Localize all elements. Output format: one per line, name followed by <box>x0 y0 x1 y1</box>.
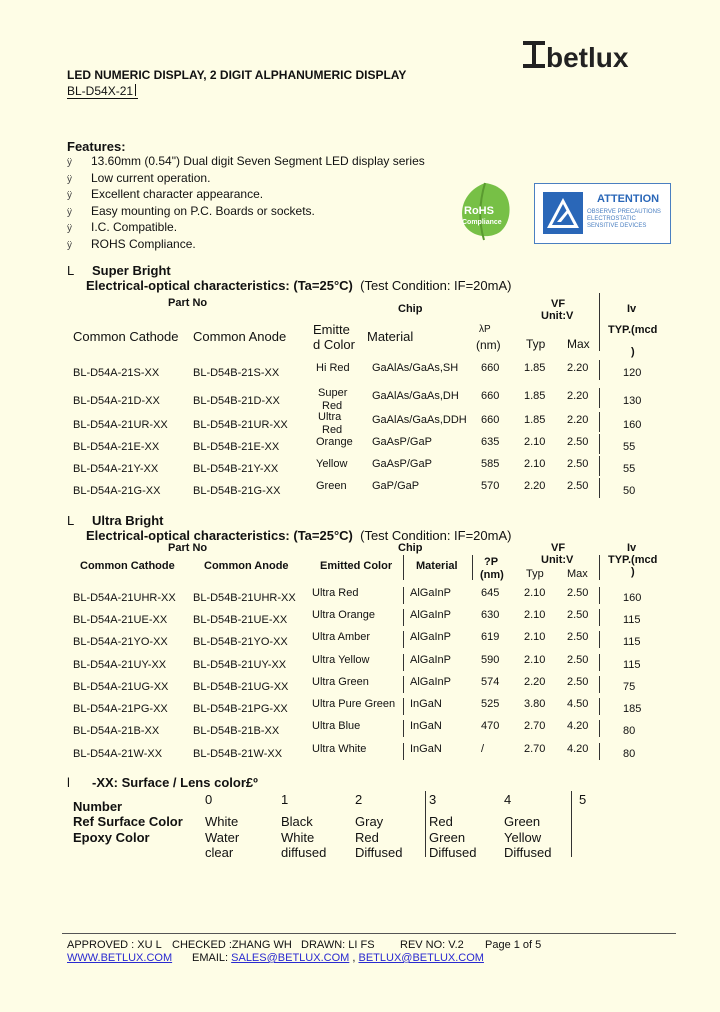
anode-part: BL-D54B-21UHR-XX <box>193 592 296 604</box>
epoxy-color: Diffused <box>429 845 477 860</box>
vf-typ: 2.20 <box>524 676 546 688</box>
vf-typ: 2.20 <box>524 480 546 492</box>
chip-material: GaAlAs/GaAs,DDH <box>372 414 467 426</box>
header-unit: Unit:V <box>541 310 574 322</box>
vf-max: 2.20 <box>567 362 589 374</box>
iv-typ: 80 <box>623 748 636 760</box>
feature-text: Excellent character appearance. <box>91 187 264 202</box>
divider <box>599 587 600 604</box>
esd-attention-box <box>534 183 671 244</box>
header-vf: VF <box>551 298 566 310</box>
header-typ: Typ <box>526 568 544 580</box>
header-nm: (nm) <box>480 569 504 581</box>
cathode-part: BL-D54A-21UR-XX <box>73 419 168 431</box>
vf-typ: 2.10 <box>524 458 546 470</box>
divider <box>599 360 600 380</box>
divider <box>599 293 600 351</box>
emitted-color: Ultra Pure Green <box>312 698 396 710</box>
cathode-part: BL-D54A-21S-XX <box>73 367 160 379</box>
wavelength: 660 <box>481 414 500 426</box>
header-emitted-color: Emitted Color <box>320 560 393 572</box>
epoxy-color: clear <box>205 845 234 860</box>
vf-max: 2.50 <box>567 609 589 621</box>
divider <box>403 609 404 626</box>
compliance-text: Compliance <box>462 219 502 226</box>
iv-typ: 115 <box>623 659 641 671</box>
feature-text: ROHS Compliance. <box>91 236 196 251</box>
cathode-part: BL-D54A-21E-XX <box>73 441 160 453</box>
emitted-color: Hi Red <box>316 362 350 374</box>
section-marker: L <box>67 263 75 278</box>
header-common-cathode: Common Cathode <box>73 329 179 344</box>
bullet-icon: ÿ <box>67 223 72 235</box>
cathode-part: BL-D54A-21UG-XX <box>73 681 169 693</box>
vf-max: 4.20 <box>567 720 589 732</box>
cathode-part: BL-D54A-21B-XX <box>73 725 160 737</box>
anode-part: BL-D54B-21B-XX <box>193 725 280 737</box>
divider <box>599 478 600 498</box>
header-material: Material <box>367 329 414 344</box>
header-common-anode: Common Anode <box>193 329 287 344</box>
wavelength: 470 <box>481 720 500 732</box>
chip-material: GaP/GaP <box>372 480 420 492</box>
vf-max: 2.50 <box>567 458 589 470</box>
chip-material: AlGaInP <box>410 676 451 688</box>
divider <box>403 587 404 604</box>
cathode-part: BL-D54A-21YO-XX <box>73 636 168 648</box>
divider <box>571 791 572 857</box>
vf-max: 2.20 <box>567 414 589 426</box>
attention-line: ELECTROSTATIC <box>587 216 636 222</box>
chip-material: AlGaInP <box>410 654 451 666</box>
iv-typ: 130 <box>623 395 642 407</box>
logo-wordmark: betlux <box>546 42 629 70</box>
vf-max: 2.50 <box>567 480 589 492</box>
features-list <box>67 154 425 254</box>
cathode-part: BL-D54A-21UHR-XX <box>73 592 176 604</box>
attention-line: OBSERVE PRECAUTIONS <box>587 209 661 215</box>
footer-approved: APPROVED : XU L <box>67 939 162 951</box>
iv-typ: 115 <box>623 614 641 626</box>
header-iv: Iv <box>627 542 637 554</box>
vf-max: 4.20 <box>567 743 589 755</box>
anode-part: BL-D54B-21UE-XX <box>193 614 288 626</box>
header-max: Max <box>567 337 590 351</box>
header-typ-mcd: TYP.(mcd <box>608 554 658 566</box>
anode-part: BL-D54B-21PG-XX <box>193 703 288 715</box>
chip-material: GaAsP/GaP <box>372 458 432 470</box>
anode-part: BL-D54B-21S-XX <box>193 367 280 379</box>
divider <box>599 720 600 737</box>
chip-material: InGaN <box>410 743 442 755</box>
wavelength: 585 <box>481 458 500 470</box>
epoxy-color: Green <box>429 830 466 845</box>
header-chip: Chip <box>398 303 423 315</box>
part-number: BL-D54X-21 <box>67 84 138 99</box>
wavelength: 635 <box>481 436 500 448</box>
vf-typ: 3.80 <box>524 698 546 710</box>
header-chip: Chip <box>398 542 423 554</box>
anode-part: BL-D54B-21D-XX <box>193 395 280 407</box>
wavelength: 630 <box>481 609 500 621</box>
cathode-part: BL-D54A-21W-XX <box>73 748 163 760</box>
feature-text: 13.60mm (0.54") Dual digit Seven Segment LED display series <box>91 154 425 168</box>
chip-material: AlGaInP <box>410 631 451 643</box>
header-emitted: Emitte <box>313 322 350 337</box>
lens-number: 5 <box>579 792 587 807</box>
wavelength: 645 <box>481 587 500 599</box>
feature-text: Low current operation. <box>91 170 211 185</box>
divider <box>599 555 600 580</box>
cathode-part: BL-D54A-21UE-XX <box>73 614 168 626</box>
divider <box>599 743 600 760</box>
surface-color: Gray <box>355 814 384 829</box>
header-nm: (nm) <box>476 338 501 352</box>
header-common-cathode: Common Cathode <box>80 560 175 572</box>
wavelength: 660 <box>481 362 500 374</box>
chip-material: InGaN <box>410 698 442 710</box>
header-part-no: Part No <box>168 297 208 309</box>
feature-item <box>67 154 425 171</box>
vf-typ: 1.85 <box>524 362 546 374</box>
lens-number: 2 <box>355 792 363 807</box>
wavelength: / <box>481 743 485 755</box>
anode-part: BL-D54B-21YO-XX <box>193 636 288 648</box>
anode-part: BL-D54B-21Y-XX <box>193 463 279 475</box>
footer-drawn: DRAWN: LI FS <box>301 939 375 951</box>
chip-material: InGaN <box>410 720 442 732</box>
divider <box>599 412 600 432</box>
footer-checked: CHECKED :ZHANG WH <box>172 939 292 951</box>
wavelength: 570 <box>481 480 500 492</box>
emitted-color: Red <box>322 400 343 412</box>
bullet-icon: ÿ <box>67 206 72 218</box>
wavelength: 619 <box>481 631 500 643</box>
header-typ: Typ <box>526 337 546 351</box>
features-heading: Features: <box>67 139 126 154</box>
ultra-bright-subtitle: Electrical-optical characteristics: (Ta=25°C) (Test Condition: IF=20mA) <box>86 528 512 543</box>
divider <box>425 791 426 857</box>
vf-typ: 2.70 <box>524 720 546 732</box>
cathode-part: BL-D54A-21PG-XX <box>73 703 168 715</box>
divider <box>599 388 600 408</box>
header-iv: Iv <box>627 303 637 315</box>
divider <box>599 698 600 715</box>
bullet-icon: ÿ <box>67 190 72 202</box>
vf-typ: 1.85 <box>524 390 546 402</box>
surface-color: Green <box>504 814 541 829</box>
esd-warning-icon <box>543 192 583 234</box>
rohs-badge <box>454 180 516 242</box>
lens-number: 1 <box>281 792 289 807</box>
vf-max: 2.50 <box>567 676 589 688</box>
lens-label-surface: Ref Surface Color <box>73 814 183 829</box>
vf-max: 2.50 <box>567 436 589 448</box>
bullet-icon: ÿ <box>67 173 72 185</box>
cathode-part: BL-D54A-21D-XX <box>73 395 160 407</box>
wavelength: 574 <box>481 676 500 688</box>
emitted-color: Green <box>316 480 347 492</box>
iv-typ: 185 <box>623 703 642 715</box>
section-marker: l <box>67 775 70 790</box>
header-vf: VF <box>551 542 566 554</box>
anode-part: BL-D54B-21W-XX <box>193 748 283 760</box>
header-common-anode: Common Anode <box>204 560 289 572</box>
iv-typ: 160 <box>623 592 642 604</box>
divider <box>403 654 404 671</box>
header-material: Material <box>416 560 458 572</box>
feature-item <box>67 220 425 237</box>
emitted-color: Red <box>322 424 343 436</box>
feature-item <box>67 187 425 204</box>
lens-number: 4 <box>504 792 512 807</box>
vf-max: 2.50 <box>567 587 589 599</box>
divider <box>599 631 600 648</box>
divider <box>599 456 600 476</box>
divider <box>403 631 404 648</box>
emitted-color: Yellow <box>316 458 348 470</box>
emitted-color: Ultra Yellow <box>312 654 370 666</box>
footer-page: Page 1 of 5 <box>485 939 542 951</box>
emitted-color: Ultra Orange <box>312 609 375 621</box>
email-link-betlux[interactable]: BETLUX@BETLUX.COM <box>358 952 484 964</box>
divider <box>403 698 404 715</box>
email-link-sales[interactable]: SALES@BETLUX.COM <box>231 952 350 964</box>
emitted-color: Orange <box>316 436 353 448</box>
emitted-color: Ultra Green <box>312 676 369 688</box>
feature-item <box>67 171 425 188</box>
emitted-color: Ultra White <box>312 743 367 755</box>
epoxy-color: Diffused <box>355 845 403 860</box>
lens-label-number: Number <box>73 799 123 814</box>
epoxy-color: White <box>281 830 315 845</box>
emitted-color: Super <box>318 387 348 399</box>
chip-material: AlGaInP <box>410 609 451 621</box>
iv-typ: 50 <box>623 485 636 497</box>
vf-typ: 2.10 <box>524 436 546 448</box>
wavelength: 590 <box>481 654 500 666</box>
divider <box>403 555 404 580</box>
divider <box>472 555 473 580</box>
feature-text: I.C. Compatible. <box>91 220 178 235</box>
chip-material: GaAlAs/GaAs,DH <box>372 390 459 402</box>
bullet-icon: ÿ <box>67 157 72 168</box>
epoxy-color: Diffused <box>504 845 552 860</box>
lens-title: -XX: Surface / Lens color£º <box>92 775 258 790</box>
vf-typ: 2.10 <box>524 654 546 666</box>
epoxy-color: Yellow <box>504 830 542 845</box>
vf-typ: 2.70 <box>524 743 546 755</box>
lens-label-epoxy: Epoxy Color <box>73 830 150 845</box>
divider <box>599 434 600 454</box>
vf-max: 4.50 <box>567 698 589 710</box>
surface-color: Black <box>281 814 313 829</box>
anode-part: BL-D54B-21UG-XX <box>193 681 289 693</box>
header-lambda: λP <box>479 324 491 335</box>
iv-typ: 120 <box>623 367 642 379</box>
wavelength: 660 <box>481 390 500 402</box>
lens-number: 3 <box>429 792 437 807</box>
rohs-text: RoHS <box>464 205 494 217</box>
divider <box>599 609 600 626</box>
header-part-no: Part No <box>168 542 208 554</box>
iv-typ: 80 <box>623 725 636 737</box>
header-max: Max <box>567 568 588 580</box>
feature-item <box>67 237 425 254</box>
surface-color: White <box>205 814 239 829</box>
super-bright-title: Super Bright <box>92 263 171 278</box>
vf-max: 2.50 <box>567 631 589 643</box>
footer-email: EMAIL: SALES@BETLUX.COM , BETLUX@BETLUX.COM <box>192 952 484 964</box>
header-unit: Unit:V <box>541 554 574 566</box>
vf-typ: 2.10 <box>524 587 546 599</box>
anode-part: BL-D54B-21E-XX <box>193 441 280 453</box>
header-lambda: ?P <box>484 556 499 568</box>
cathode-part: BL-D54A-21G-XX <box>73 485 161 497</box>
footer-rev: REV NO: V.2 <box>400 939 464 951</box>
lens-number: 0 <box>205 792 213 807</box>
iv-typ: 160 <box>623 419 642 431</box>
cathode-part: BL-D54A-21UY-XX <box>73 659 167 671</box>
header-paren: ) <box>631 346 635 358</box>
vf-max: 2.50 <box>567 654 589 666</box>
iv-typ: 55 <box>623 441 636 453</box>
iv-typ: 115 <box>623 636 641 648</box>
ultra-bright-title: Ultra Bright <box>92 513 164 528</box>
header-emitted: d Color <box>313 337 355 352</box>
super-bright-subtitle: Electrical-optical characteristics: (Ta=25°C) (Test Condition: IF=20mA) <box>86 278 512 293</box>
chip-material: AlGaInP <box>410 587 451 599</box>
divider <box>599 654 600 671</box>
vf-max: 2.20 <box>567 390 589 402</box>
anode-part: BL-D54B-21UY-XX <box>193 659 287 671</box>
attention-title: ATTENTION <box>597 193 660 205</box>
surface-color: Red <box>429 814 453 829</box>
emitted-color: Ultra Red <box>312 587 359 599</box>
epoxy-color: Water <box>205 830 240 845</box>
feature-item <box>67 204 425 221</box>
attention-line: SENSITIVE DEVICES <box>587 223 647 229</box>
chip-material: GaAlAs/GaAs,SH <box>372 362 459 374</box>
wavelength: 525 <box>481 698 500 710</box>
cathode-part: BL-D54A-21Y-XX <box>73 463 159 475</box>
divider <box>403 720 404 737</box>
footer-divider <box>62 933 676 934</box>
divider <box>403 743 404 760</box>
anode-part: BL-D54B-21UR-XX <box>193 419 288 431</box>
vf-typ: 2.10 <box>524 631 546 643</box>
emitted-color: Ultra <box>318 411 342 423</box>
epoxy-color: Red <box>355 830 379 845</box>
bullet-icon: ÿ <box>67 239 72 251</box>
header-typ-mcd: TYP.(mcd <box>608 324 658 336</box>
document-title: LED NUMERIC DISPLAY, 2 DIGIT ALPHANUMERIC DISPLAY <box>67 68 407 82</box>
chip-material: GaAsP/GaP <box>372 436 432 448</box>
vf-typ: 2.10 <box>524 609 546 621</box>
iv-typ: 55 <box>623 463 636 475</box>
vf-typ: 1.85 <box>524 414 546 426</box>
feature-text: Easy mounting on P.C. Boards or sockets. <box>91 203 315 218</box>
emitted-color: Ultra Amber <box>312 631 371 643</box>
divider <box>599 676 600 693</box>
section-marker: L <box>67 513 75 528</box>
epoxy-color: diffused <box>281 845 327 860</box>
divider <box>403 676 404 693</box>
header-paren: ) <box>631 566 635 578</box>
iv-typ: 75 <box>623 681 636 693</box>
website-link[interactable]: WWW.BETLUX.COM <box>67 952 173 964</box>
anode-part: BL-D54B-21G-XX <box>193 485 281 497</box>
emitted-color: Ultra Blue <box>312 720 361 732</box>
betlux-logo <box>523 40 653 75</box>
